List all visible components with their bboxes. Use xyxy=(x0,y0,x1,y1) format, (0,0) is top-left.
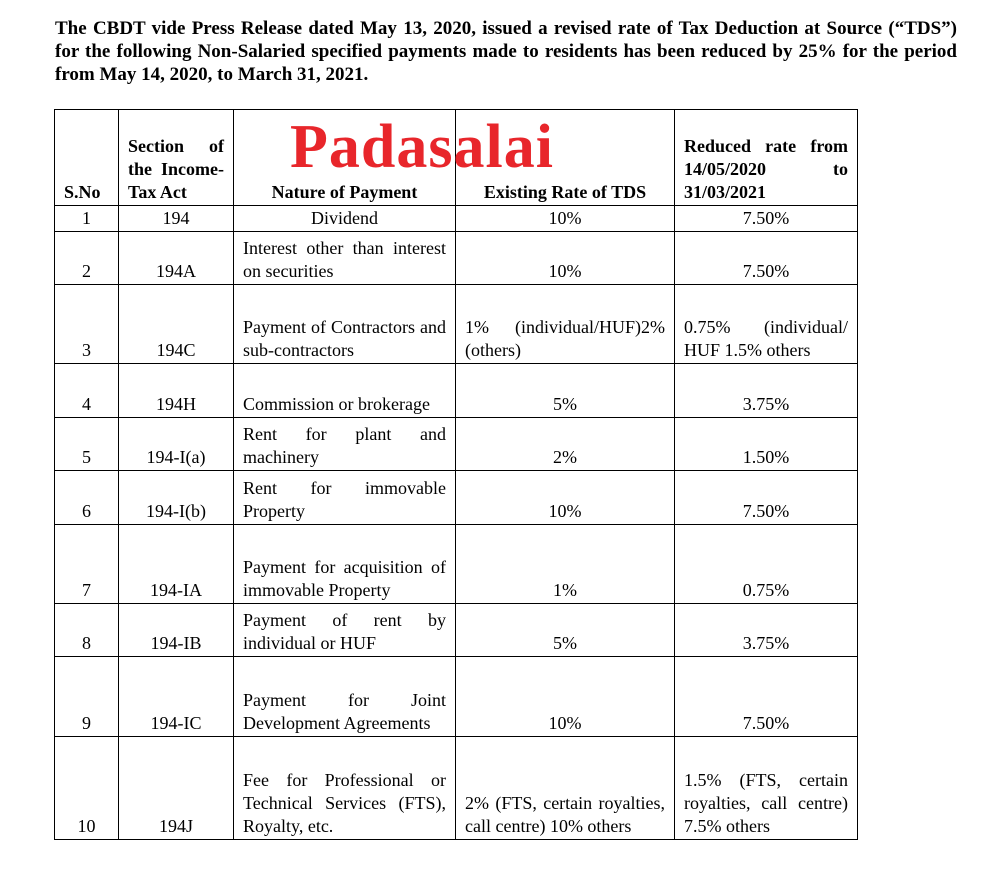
header-existing-rate: Existing Rate of TDS xyxy=(456,110,675,206)
cell-reduced-rate: 1.50% xyxy=(675,418,858,471)
cell-reduced-rate: 7.50% xyxy=(675,206,858,232)
table-row xyxy=(55,232,858,285)
cell-reduced-rate: 7.50% xyxy=(675,232,858,285)
table-row xyxy=(55,364,858,418)
cell-section: 194A xyxy=(119,232,234,285)
cell-nature: Commission or brokerage xyxy=(234,364,456,418)
cell-sno: 2 xyxy=(55,232,119,285)
table-row xyxy=(55,525,858,604)
table-row xyxy=(55,285,858,364)
table-row xyxy=(55,206,858,232)
cell-section: 194-I(b) xyxy=(119,471,234,525)
cell-reduced-rate: 3.75% xyxy=(675,604,858,657)
cell-existing-rate: 10% xyxy=(456,657,675,737)
padasalai-watermark: Padasalai xyxy=(290,113,554,181)
cell-section: 194 xyxy=(119,206,234,232)
cell-sno: 10 xyxy=(55,737,119,840)
cell-section: 194J xyxy=(119,737,234,840)
cell-existing-rate: 10% xyxy=(456,206,675,232)
cell-section: 194H xyxy=(119,364,234,418)
cell-existing-rate: 10% xyxy=(456,232,675,285)
cell-nature: Fee for Professional or Technical Services (FTS), Royalty, etc. xyxy=(234,737,456,840)
cell-nature: Dividend xyxy=(234,206,456,232)
cell-reduced-rate: 7.50% xyxy=(675,657,858,737)
cell-existing-rate: 1% (individual/HUF)2% (others) xyxy=(456,285,675,364)
cell-sno: 4 xyxy=(55,364,119,418)
cell-nature: Interest other than interest on securities xyxy=(234,232,456,285)
cell-existing-rate: 1% xyxy=(456,525,675,604)
header-nature: Nature of Payment xyxy=(234,110,456,206)
cell-existing-rate: 10% xyxy=(456,471,675,525)
table-row xyxy=(55,604,858,657)
cell-nature: Payment for Joint Development Agreements xyxy=(234,657,456,737)
cell-section: 194-IB xyxy=(119,604,234,657)
cell-existing-rate: 5% xyxy=(456,604,675,657)
cell-sno: 7 xyxy=(55,525,119,604)
table-row xyxy=(55,418,858,471)
cell-nature: Payment of rent by individual or HUF xyxy=(234,604,456,657)
cell-sno: 6 xyxy=(55,471,119,525)
cell-sno: 9 xyxy=(55,657,119,737)
table-row xyxy=(55,657,858,737)
cell-nature: Payment of Contractors and sub-contractors xyxy=(234,285,456,364)
table-row xyxy=(55,471,858,525)
cell-reduced-rate: 0.75% xyxy=(675,525,858,604)
cell-sno: 5 xyxy=(55,418,119,471)
table-row xyxy=(55,737,858,840)
cell-reduced-rate: 1.5% (FTS, certain royalties, call centre) 7.5% others xyxy=(675,737,858,840)
cell-reduced-rate: 3.75% xyxy=(675,364,858,418)
cell-section: 194-IA xyxy=(119,525,234,604)
cell-section: 194C xyxy=(119,285,234,364)
cell-nature: Rent for plant and machinery xyxy=(234,418,456,471)
header-reduced-rate: Reduced rate from 14/05/2020 to 31/03/2021 xyxy=(675,110,858,206)
cell-nature: Rent for immovable Property xyxy=(234,471,456,525)
cell-sno: 3 xyxy=(55,285,119,364)
cell-existing-rate: 2% (FTS, certain royalties, call centre) 10% others xyxy=(456,737,675,840)
cell-existing-rate: 2% xyxy=(456,418,675,471)
cell-reduced-rate: 0.75% (individual/ HUF 1.5% others xyxy=(675,285,858,364)
cell-sno: 1 xyxy=(55,206,119,232)
header-section: Section of the Income-Tax Act xyxy=(119,110,234,206)
cell-section: 194-IC xyxy=(119,657,234,737)
cell-section: 194-I(a) xyxy=(119,418,234,471)
cell-reduced-rate: 7.50% xyxy=(675,471,858,525)
cell-nature: Payment for acquisition of immovable Property xyxy=(234,525,456,604)
intro-paragraph: The CBDT vide Press Release dated May 13, 2020, issued a revised rate of Tax Deduction at Source (“TDS”) for the following Non-Salaried specified payments made to residents has been reduced by 25% for the period from May 14, 2020, to March 31, 2021. xyxy=(55,18,957,85)
header-sno: S.No xyxy=(55,110,119,206)
cell-existing-rate: 5% xyxy=(456,364,675,418)
cell-sno: 8 xyxy=(55,604,119,657)
tds-rate-table xyxy=(54,109,858,840)
